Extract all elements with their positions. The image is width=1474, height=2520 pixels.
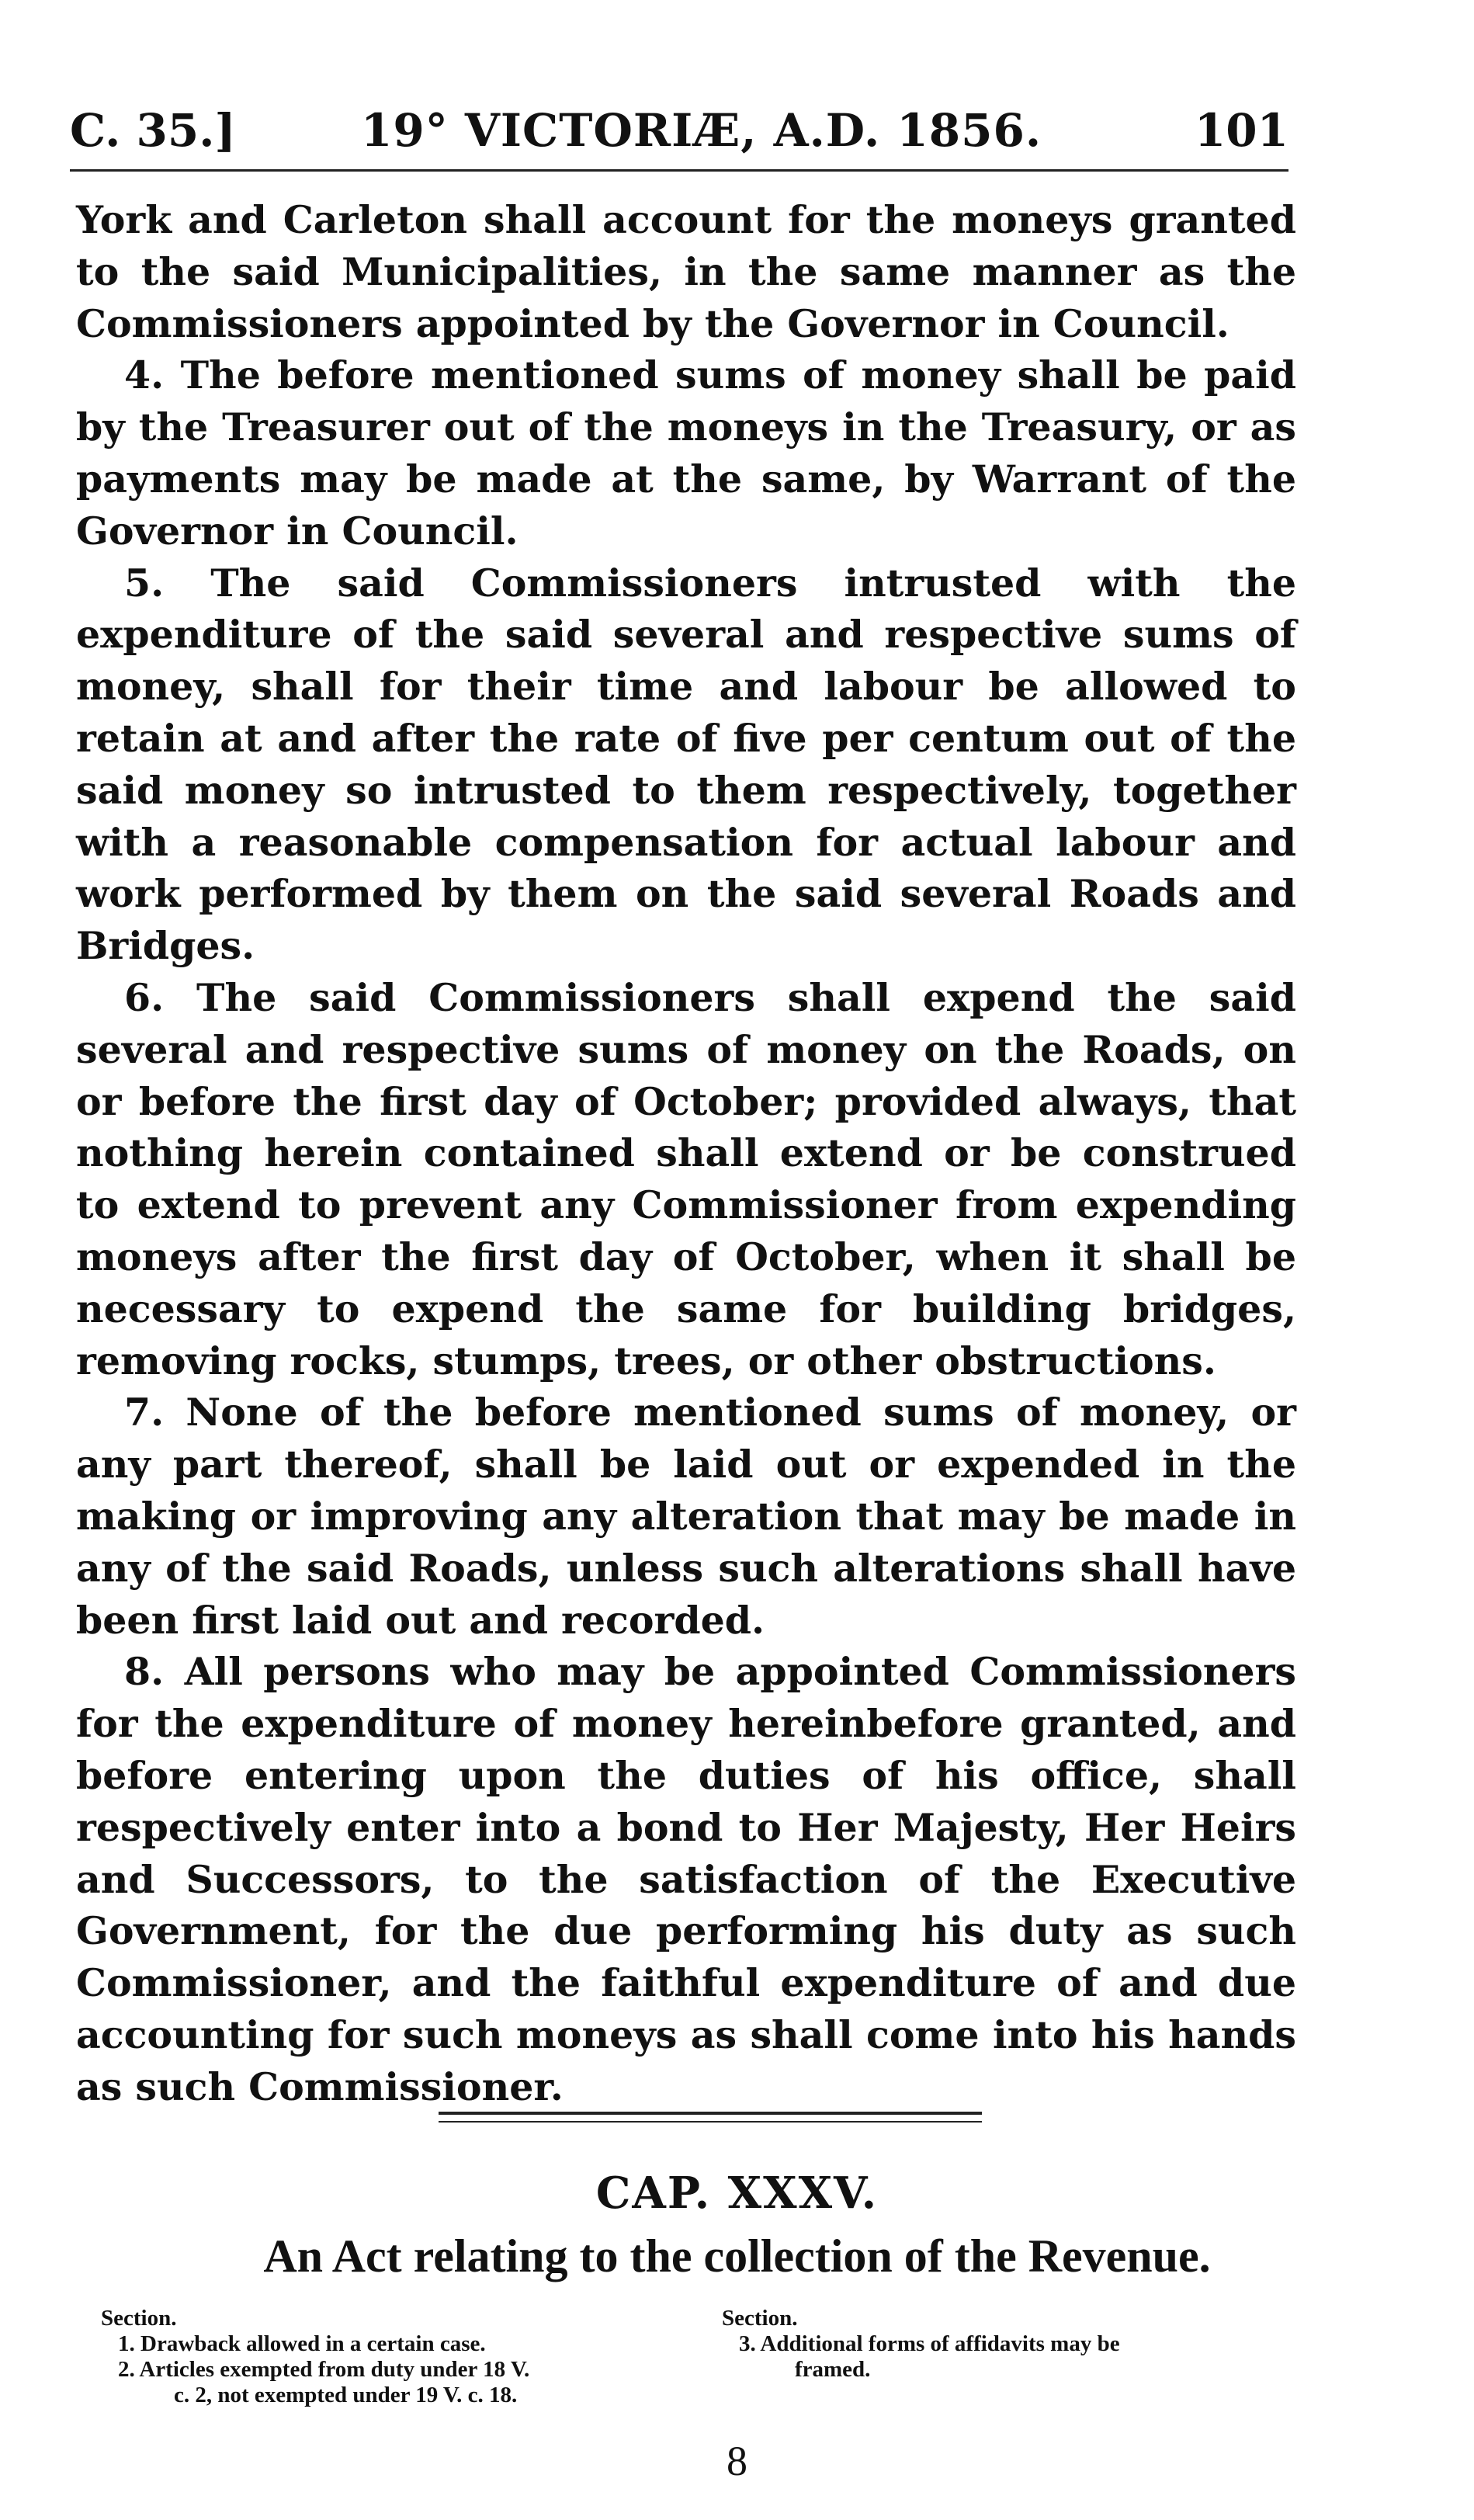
contents-item-text: 3. Additional forms of affidavits may be (739, 2331, 1120, 2356)
contents-left-column (101, 2306, 706, 2408)
contents-item-continuation: c. 2, not exempted under 19 V. c. 18. (174, 2383, 518, 2407)
contents-item-text: 1. Drawback allowed in a certain case. (118, 2331, 486, 2356)
running-header (70, 99, 1288, 161)
chapter-reference: C. 35.] (70, 104, 236, 157)
paragraph-continuation: York and Carleton shall account for the moneys granted to the said Municipalities, in the same manner as the Commissioners appointed by the Governor in Council. (76, 197, 1296, 346)
page-number: 101 (1194, 104, 1288, 157)
contents-label: Section. (101, 2306, 177, 2331)
section-5: 5. The said Commissioners intrusted with the expenditure of the said several and respective sums of money, shall for their time and labour be allowed to retain at and after the rate of five per centum out of the said money so intrusted to them respectively, together with a reasonable compensation for actual labour and work performed by them on the said several Roads and Bridges. (76, 560, 1296, 969)
header-rule (70, 169, 1288, 172)
section-4: 4. The before mentioned sums of money shall be paid by the Treasurer out of the moneys in the Treasury, or as payments may be made at the same, by Warrant of the Governor in Council. (76, 352, 1296, 554)
contents-item-continuation: framed. (795, 2357, 871, 2382)
contents-item (722, 2331, 1296, 2383)
section-7: 7. None of the before mentioned sums of money, or any part thereof, shall be laid out or expended in the making or improving any alteration that may be made in any of the said Roads, unless such alterations shall have been first laid out and recorded. (76, 1390, 1296, 1643)
contents-item-text: 2. Articles exempted from duty under 18 V. (118, 2357, 530, 2382)
section-8: 8. All persons who may be appointed Commissioners for the expenditure of money hereinbefore granted, and before entering upon the duties of his office, shall respectively enter into a bond to Her Majesty, Her Heirs and Successors, to the satisfaction of the Executive Government, for the due performing his duty as such Commissioner, and the faithful expenditure of and due accounting for such moneys as shall come into his hands as such Commissioner. (76, 1649, 1296, 2109)
body-text (76, 194, 1296, 2112)
chapter-number: CAP. XXXV. (595, 2168, 879, 2219)
contents-item (101, 2357, 706, 2408)
section-6: 6. The said Commissioners shall expend the said several and respective sums of money on the Roads, on or before the first day of October; provided always, that nothing herein contained shall extend or be construed to extend to prevent any Commissioner from expending moneys after the first day of October, when it shall be necessary to expend the same for building bridges, removing rocks, stumps, trees, or other obstructions. (76, 974, 1296, 1383)
contents-right-column (722, 2306, 1296, 2383)
act-title: An Act relating to the collection of the Revenue. (263, 2230, 1211, 2282)
header-title: 19° VICTORIÆ, A.D. 1856. (361, 104, 1042, 157)
contents-label: Section. (722, 2306, 798, 2331)
signature-mark: 8 (727, 2438, 747, 2484)
section-divider (439, 2112, 982, 2123)
contents-item (101, 2331, 706, 2357)
